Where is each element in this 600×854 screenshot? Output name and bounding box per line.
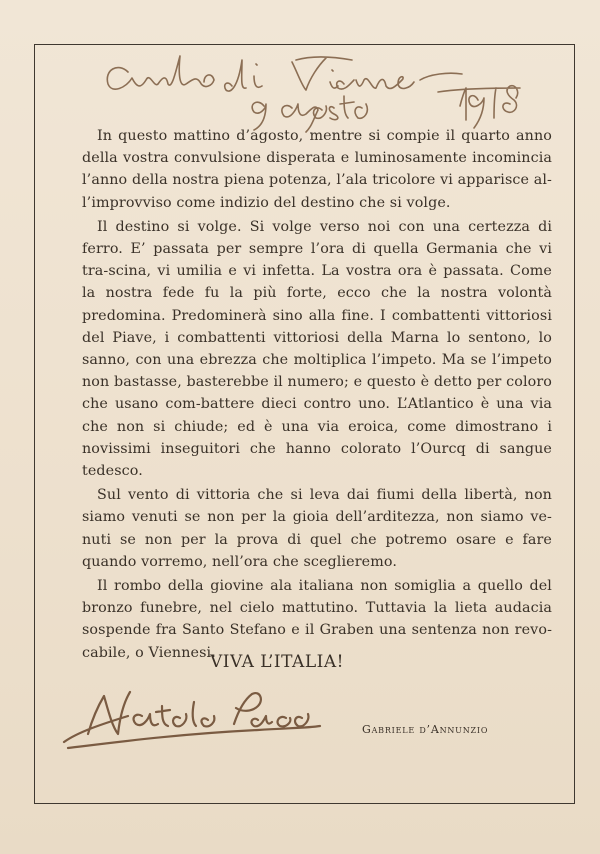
paragraph-3: Sul vento di vittoria che si leva dai fiumi della libertà, non siamo venuti se non per la gioia dell’arditezza, non siamo ve-nuti se non per la prova di quel che potremo osare e fare quando vorremo, nell’ora che sceglieremo. <box>82 487 552 570</box>
paragraph-2: Il destino si volge. Si volge verso noi con una certezza di ferro. E’ passata per sempre l’ora di quella Germania che vi tra-scina, vi umilia e vi infetta. La vostra ora è passata. Come la nostra fede fu la più forte, ecco che la nostra volontà predomina. Predominerà sino alla fine. I combattenti vittoriosi del Piave, i combattenti vittoriosi della Marna lo sentono, lo sanno, con una ebrezza che moltiplica l’impeto. Ma se l’impeto non bastasse, basterebbe il numero; e questo è detto per coloro che usano com-battere dieci contro uno. L’Atlantico è una via che non si chiude; ed è una via eroica, come dimostrano i novissimi inseguitori che hanno colorato l’Ourcq di sangue tedesco. <box>82 218 552 480</box>
paragraph-1: In questo mattino d’agosto, mentre si compie il quarto anno della vostra convulsione disperata e luminosamente incomincia l’anno della nostra piena potenza, l’ala tricolore vi apparisce al-l’improvviso come indizio del destino che si volge. <box>82 128 552 211</box>
handwritten-signature <box>58 676 323 756</box>
closing-exclamation: VIVA L’ITALIA! <box>210 652 344 672</box>
author-name: Gabriele d’Annunzio <box>362 723 489 736</box>
letter-body <box>82 125 552 666</box>
paragraph-4: Il rombo della giovine ala italiana non somiglia a quello del bronzo funebre, nel cielo mattutino. Tuttavia la lieta audacia sospende fra Santo Stefano e il Graben una sentenza non revo-cabile, o Viennesi. <box>82 578 552 661</box>
